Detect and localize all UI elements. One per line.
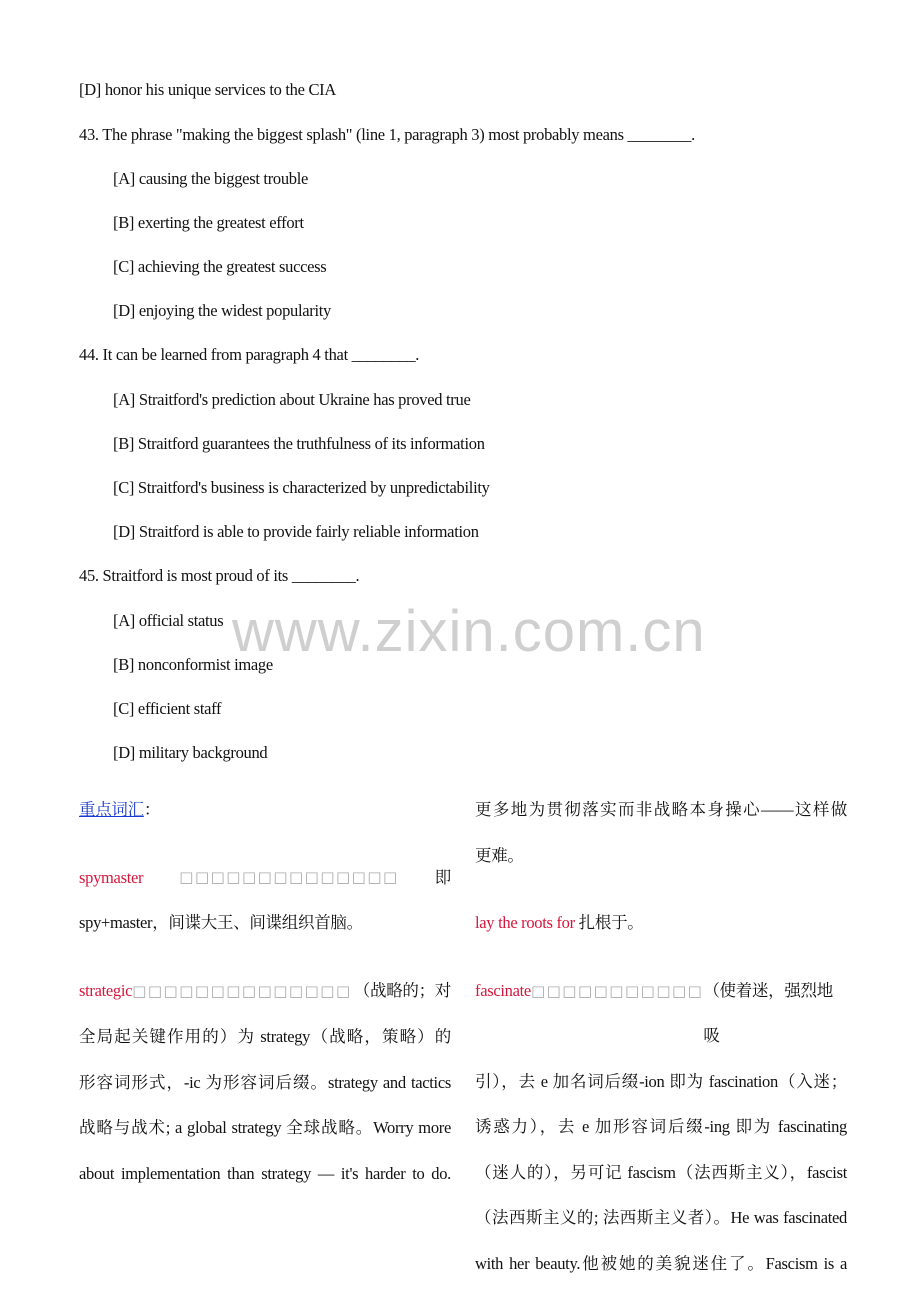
vocab-right-column [475,787,847,1286]
strategic-line4: 战略与战术; a global strategy 全球战略。Worry more [79,1118,451,1137]
q43-option-a: [A] causing the biggest trouble [113,169,309,188]
strategic-translation-line2: 更难。 [475,845,524,865]
fascinate-missing-glyphs: □□□□□□□□□□□ [530,981,704,1000]
spymaster-missing-glyphs: □□□□□□□□□□□□□□ [179,867,399,886]
q44-option-d: [D] Straitford is able to provide fairly reliable information [113,522,479,541]
fascinate-line1-tail: （使着迷，强烈地吸 [703,980,833,1045]
watermark: www.zixin.com.cn [232,599,706,664]
strategic-line1-tail: （战略的；对 [353,980,451,1000]
vocab-heading-link[interactable]: 重点词汇 [79,800,144,819]
fascinate-line4: （迷人的），另可记 fascism（法西斯主义），fascist [475,1162,847,1182]
lay-roots-entry [475,900,847,946]
strategic-line3: 形容词形式，-ic 为形容词后缀。strategy and tactics [79,1072,451,1092]
fascinate-line1 [475,968,847,1059]
q44-option-c: [C] Straitford's business is characterized by unpredictability [113,478,490,497]
fascinate-line5: （法西斯主义的; 法西斯主义者）。He was fascinated [475,1208,847,1227]
strategic-line5: about implementation than strategy — it's harder to do. [79,1163,451,1183]
q43-stem: 43. The phrase "making the biggest splash" (line 1, paragraph 3) most probably means ________. [79,125,695,144]
fascinate-term: fascinate [475,980,531,1000]
q43-option-d: [D] enjoying the widest popularity [113,301,332,320]
q45-option-d: [D] military background [113,743,268,762]
fascinate-line3: 诱惑力），去 e 加形容词后缀-ing 即为 fascinating [475,1117,847,1136]
spymaster-line2: spy+master，间谍大王、间谍组织首脑。 [79,913,363,932]
lay-roots-meaning: 扎根于。 [574,913,644,932]
q44-option-a: [A] Straitford's prediction about Ukraine has proved true [113,390,471,409]
q45-stem: 45. Straitford is most proud of its ________. [79,566,360,585]
strategic-missing-glyphs: □□□□□□□□□□□□□□ [132,981,352,1000]
q45-option-c: [C] efficient staff [113,699,222,718]
q43-option-b: [B] exerting the greatest effort [113,213,304,232]
strategic-line1 [79,968,451,1015]
spymaster-line1 [79,855,451,901]
vocab-left-column [79,787,451,1196]
strategic-term: strategic [79,980,133,1000]
spymaster-term: spymaster [79,867,144,887]
lay-roots-term: lay the roots for [475,913,575,932]
q43-option-c: [C] achieving the greatest success [113,257,327,276]
q45-option-a: [A] official status [113,611,224,630]
q42-option-d: [D] honor his unique services to the CIA [79,80,336,99]
q44-option-b: [B] Straitford guarantees the truthfulness of its information [113,434,485,453]
fascinate-line6: with her beauty.他被她的美貌迷住了。Fascism is a [475,1253,847,1273]
strategic-translation-line1: 更多地为贯彻落实而非战略本身操心——这样做 [475,800,847,819]
q45-option-b: [B] nonconformist image [113,655,273,674]
fascinate-line2: 引），去 e 加名词后缀-ion 即为 fascination（入迷； [475,1071,847,1091]
vocab-heading-row [79,787,451,833]
strategic-line2: 全局起关键作用的）为 strategy（战略，策略）的 [79,1027,451,1046]
vocab-heading-colon: ： [143,800,161,819]
spymaster-ji: 即 [434,867,451,887]
q44-stem: 44. It can be learned from paragraph 4 that ________. [79,345,420,364]
